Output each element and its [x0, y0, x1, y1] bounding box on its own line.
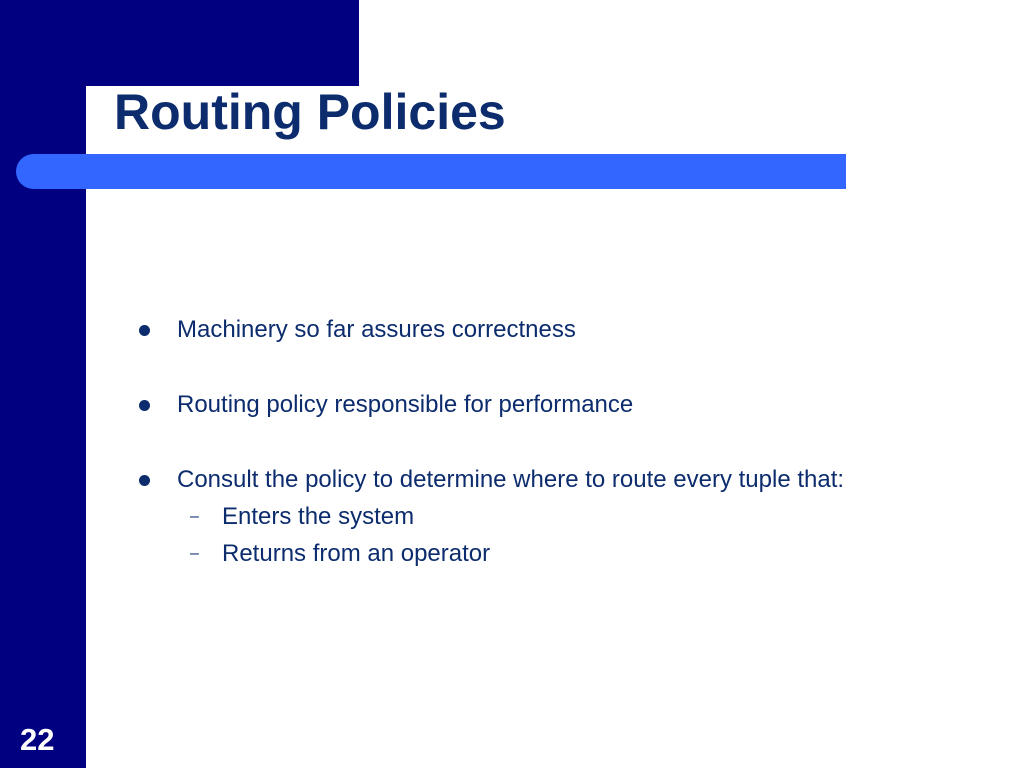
bullet-item-performance	[177, 390, 633, 420]
bullet-item-correctness	[177, 315, 576, 345]
dash-icon: –	[190, 545, 199, 562]
page-number: 22	[20, 722, 55, 757]
dash-icon: –	[190, 508, 199, 525]
slide-title: Routing Policies	[114, 84, 506, 140]
subitem-text: Returns from an operator	[222, 540, 491, 567]
bullet-text: Routing policy responsible for performance	[177, 391, 634, 418]
subitem-returns-operator	[190, 539, 491, 569]
bullet-item-consult-policy	[177, 465, 844, 495]
bullet-text: Consult the policy to determine where to route every tuple that:	[177, 466, 845, 493]
bullet-dot-icon	[139, 325, 150, 336]
subitem-enters-system	[190, 502, 415, 532]
bullet-dot-icon	[139, 400, 150, 411]
bullet-dot-icon	[139, 475, 150, 486]
bullet-text: Machinery so far assures correctness	[177, 316, 576, 343]
subitem-text: Enters the system	[222, 503, 415, 530]
